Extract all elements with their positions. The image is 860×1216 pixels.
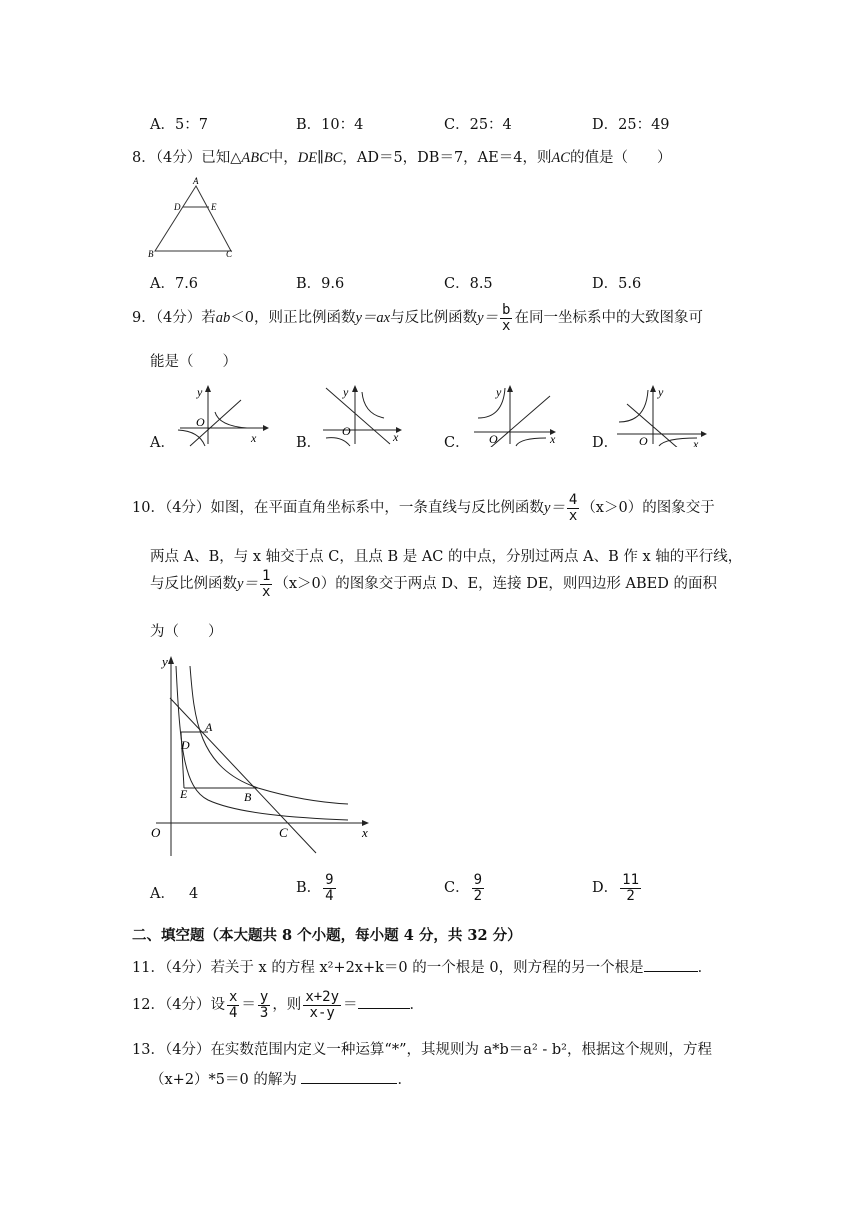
q9-graph-b (318, 382, 413, 447)
q10-figure (148, 648, 378, 858)
svg-text:y: y (496, 385, 502, 399)
q8-option-b: B．9.6 (296, 276, 345, 292)
q8-option-c: C．8.5 (444, 276, 493, 292)
q10-label-y: y (162, 654, 168, 669)
q10-option-a: A． 4 (150, 886, 199, 902)
svg-text:O: O (342, 424, 351, 438)
svg-text:x: x (251, 431, 257, 445)
q10-label-o: O (151, 825, 161, 840)
q8-triangle-figure (145, 176, 240, 260)
svg-text:y: y (197, 385, 203, 399)
q10-stem-line4: 为（ ） (150, 624, 223, 640)
svg-text:y: y (658, 385, 664, 399)
q7-option-c: C．25：4 (444, 117, 512, 133)
q9-graph-a (175, 382, 270, 447)
q13-answer-blank[interactable] (301, 1069, 397, 1084)
q10-option-b: B． $\frac{9}{4}$ (296, 872, 334, 904)
q8-label-e: E (211, 202, 217, 212)
q8-stem: 8．（4分）已知△ABC中，DE∥BC，AD＝5，DB＝7，AE＝4，则AC的值是（ ） (132, 150, 672, 166)
svg-text:x: x (393, 430, 399, 444)
q7-option-b: B．10：4 (296, 117, 364, 133)
q9-graph-c (472, 382, 567, 447)
q10-fraction-4-over-x: $\frac{4}{x}$ (568, 492, 578, 524)
q9-option-c: C． (444, 435, 470, 451)
q11-answer-blank[interactable] (644, 957, 698, 972)
section-2-heading: 二、填空题（本大题共 8 个小题，每小题 4 分，共 32 分） (132, 927, 522, 944)
q9-fraction: $\frac{b}{x}$ (502, 302, 511, 334)
q10-label-d: D (181, 738, 190, 752)
q8-label-a: A (193, 176, 199, 186)
q10-label-c: C (279, 825, 288, 840)
q8-label-c: C (226, 249, 233, 259)
q13-stem-line2: （x+2）*5＝0 的解为 ． (150, 1068, 412, 1089)
q8-option-a: A．7.6 (150, 276, 199, 292)
q9-option-d: D． (592, 435, 619, 451)
q7-option-d: D．25：49 (592, 117, 670, 133)
q10-stem-line2: 两点 A、B，与 x 轴交于点 C，且点 B 是 AC 的中点，分别过两点 A、B 作 x 轴的平行线， (150, 549, 743, 565)
svg-text:x: x (550, 432, 556, 446)
q10-option-d: D． $\frac{11}{2}$ (592, 872, 639, 904)
q7-option-a: A．5：7 (150, 117, 208, 133)
q8-option-d: D．5.6 (592, 276, 642, 292)
q10-fraction-1-over-x: $\frac{1}{x}$ (261, 568, 271, 600)
q10-stem-line3: 与反比例函数y＝ $\frac{1}{x}$ （x＞0）的图象交于两点 D、E，连接 DE，则四边形 ABED 的面积 (150, 568, 717, 600)
q13-stem-line1: 13．（4分）在实数范围内定义一种运算“*”，其规则为 a*b＝a² - b²，根据这个规则，方程 (132, 1042, 712, 1058)
q10-label-e: E (180, 787, 188, 801)
q8-label-d: D (174, 202, 181, 212)
q9-stem-line1: 9．（4分）若ab＜0，则正比例函数y＝ax与反比例函数y＝ $\frac{b}{x}$ 在同一坐标系中的大致图象可 (132, 302, 703, 334)
q9-graph-d (615, 382, 710, 447)
q10-label-a: A (205, 720, 213, 734)
svg-text:y: y (343, 385, 349, 399)
q10-option-c: C． $\frac{9}{2}$ (444, 872, 483, 904)
q11-stem: 11．（4分）若关于 x 的方程 x²+2x+k＝0 的一个根是 0，则方程的另一个根是 ． (132, 956, 712, 977)
svg-text:O: O (489, 432, 498, 446)
q12-stem: 12．（4分）设 $\frac{x}{4}$ ＝ $\frac{y}{3}$ ，则 $\frac{x+2y}{x-y}$ ＝ ． (132, 989, 425, 1021)
q8-label-b: B (148, 249, 154, 259)
q10-label-b: B (244, 790, 252, 804)
q10-stem-line1: 10．（4分）如图，在平面直角坐标系中，一条直线与反比例函数y＝ $\frac{4}{x}$ （x＞0）的图象交于 (132, 492, 715, 524)
svg-text:x: x (693, 437, 699, 447)
q9-option-b: B． (296, 435, 322, 451)
q12-answer-blank[interactable] (358, 994, 410, 1009)
svg-text:O: O (196, 415, 205, 429)
q10-label-x: x (362, 825, 368, 840)
q9-stem-line2: 能是（ ） (150, 354, 237, 370)
svg-text:O: O (639, 434, 648, 447)
q9-option-a: A． (150, 435, 175, 451)
